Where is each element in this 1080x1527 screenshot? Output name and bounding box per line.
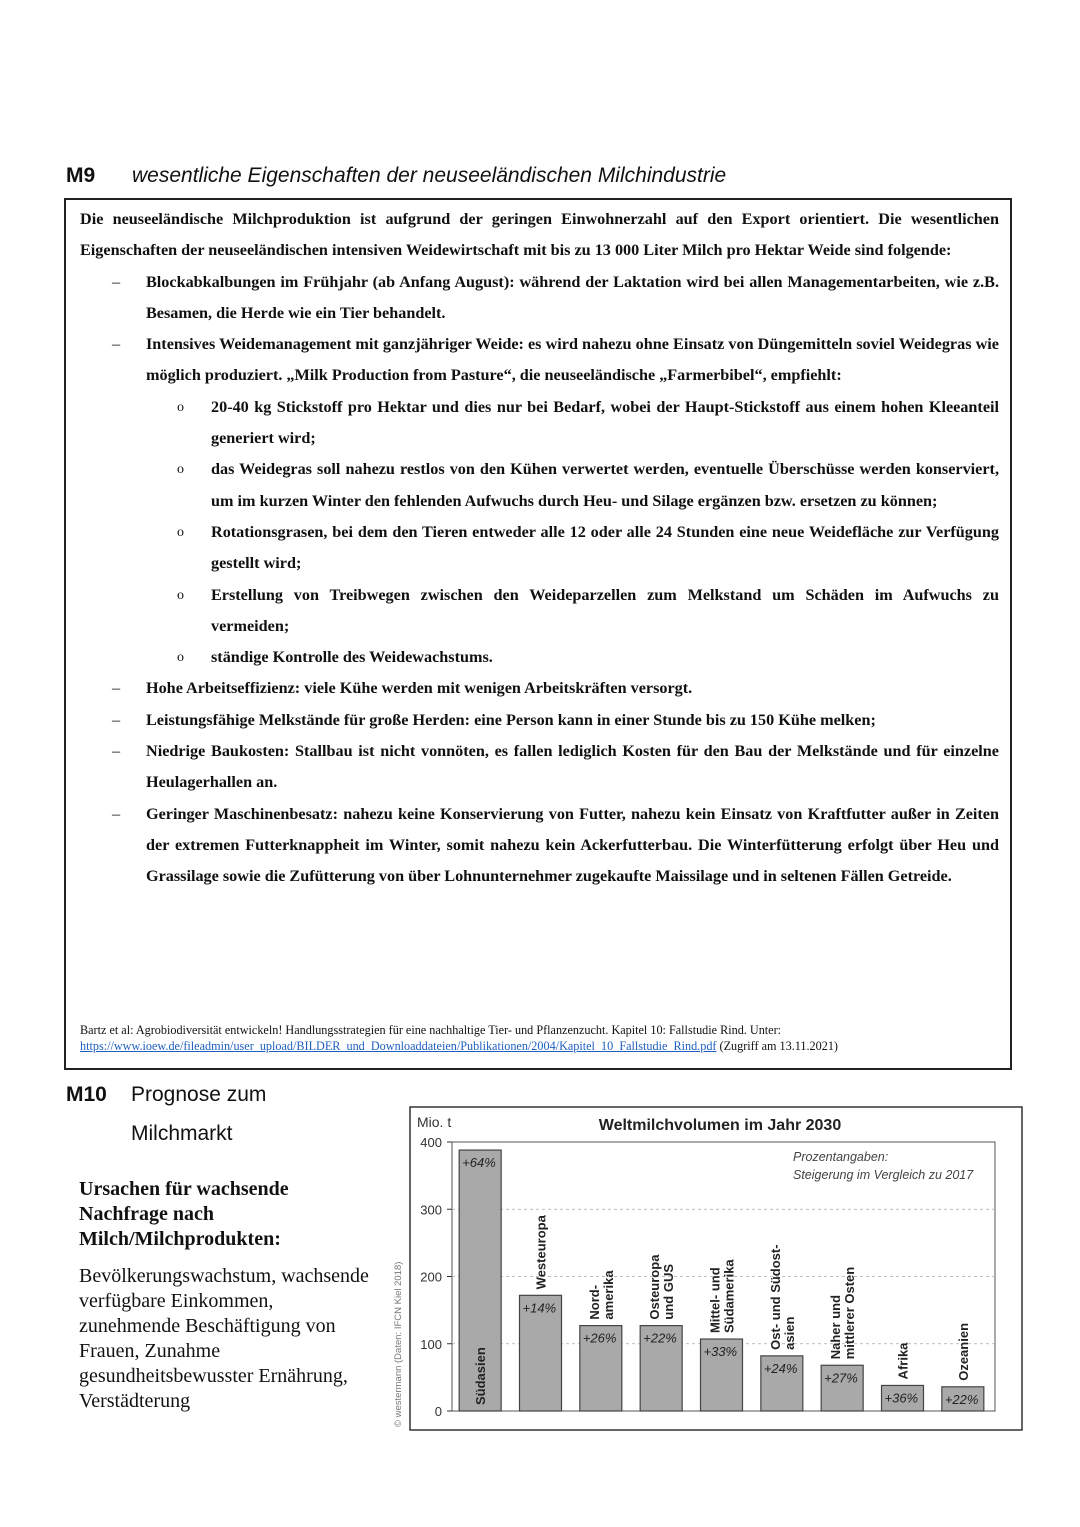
item-text: Geringer Maschinenbesatz: nahezu keine Konservierung von Futter, nahezu kein Einsatz von Kraftfutter außer in Zeiten der extremen Futterknappheit im Winter, somit nahezu kein Ackerfutterbau. Die Winterfütterung erfolgt über Heu und Grassilage sowie die Zufütterung von über Lohnunternehmer zugekaufte Maissilage und in seltenen Fällen Getreide.: [146, 804, 999, 886]
dash-marker: –: [112, 335, 121, 354]
chart-title: Weltmilchvolumen im Jahr 2030: [598, 1117, 842, 1134]
m9-intro: Die neuseeländische Milchproduktion ist aufgrund der geringen Einwohnerzahl auf den Export orientiert. Die wesentlichen Eigenschaften der neuseeländischen intensiven Weidewirtschaft mit bis zu 13 000 Liter Milch pro Hektar Weide sind folgende:: [80, 210, 999, 260]
category-label: Südasien: [473, 1347, 489, 1405]
category-label: Mittel- und: [707, 1267, 723, 1334]
bar-value-label: +27%: [824, 1370, 858, 1386]
cause-text: Bevölkerungswachstum, wachsende verfügbare Einkommen, zunehmende Beschäftigung von Frauen, Zunahme gesundheitsbewusster Ernährung, Verstädterung: [79, 1265, 369, 1412]
sub-item-text: Rotationsgrasen, bei dem den Tieren entweder alle 12 oder alle 24 Stunden eine neue Weidefläche zur Verfügung gestellt wird;: [211, 522, 999, 573]
category-label: Ost- und Südost-: [767, 1244, 783, 1350]
m9-textbox: [64, 198, 1012, 1070]
chart-credit: © westermann (Daten: IFCN Kiel 2018): [393, 1261, 404, 1427]
bar-value-label: +33%: [703, 1344, 738, 1360]
dash-marker: –: [112, 679, 121, 698]
bar-value-label: +24%: [763, 1360, 798, 1376]
list-item: [80, 673, 999, 704]
source-link[interactable]: https://www.ioew.de/fileadmin/user_upload/BILDER_und_Downloaddateien/Publikationen/2004/Kapitel_10_Fallstudie_Rind.pdf: [80, 1039, 717, 1053]
m9-body: [80, 204, 999, 893]
sub-item-text: das Weidegras soll nahezu restlos von den Kühen verwertet werden, eventuelle Überschüsse werden konserviert, um im kurzen Winter den fehlenden Aufwuchs durch Heu- und Silage ergänzen bzw. ersetzen zu können;: [211, 460, 999, 510]
cause-heading: Ursachen für wachsende Nachfrage nach Milch/Milchprodukten:: [79, 1178, 289, 1250]
item-text: Leistungsfähige Melkstände für große Herden: eine Person kann in einer Stunde bis zu 150 Kühe melken;: [146, 710, 876, 729]
category-label: Südamerika: [721, 1259, 737, 1334]
category-label: Ozeanien: [955, 1322, 971, 1381]
y-tick-label: 400: [420, 1135, 442, 1150]
category-label: Afrika: [895, 1342, 911, 1380]
item-text: Hohe Arbeitseffizienz: viele Kühe werden mit wenigen Arbeitskräften versorgt.: [146, 679, 693, 698]
list-item: [80, 267, 999, 330]
dash-marker: –: [112, 804, 121, 823]
y-unit-label: Mio. t: [417, 1114, 452, 1130]
y-tick-label: 0: [434, 1404, 442, 1419]
sub-list-item: [80, 517, 999, 580]
chart-note-line1: Prozentangaben:: [793, 1150, 889, 1164]
m9-title: wesentliche Eigenschaften der neuseeländischen Milchindustrie: [132, 164, 727, 187]
sub-item-text: 20-40 kg Stickstoff pro Hektar und dies nur bei Bedarf, wobei der Haupt-Stickstoff aus einem hohen Kleeanteil generiert wird;: [211, 397, 999, 448]
bar-value-label: +22%: [944, 1391, 979, 1407]
circle-marker: o: [177, 587, 184, 603]
sub-list-item: [80, 642, 999, 673]
source-access-date: (Zugriff am 13.11.2021): [719, 1039, 838, 1053]
category-label: Westeuropa: [533, 1215, 549, 1290]
list-item: [80, 705, 999, 736]
y-tick-label: 300: [420, 1202, 442, 1218]
category-label: und GUS: [661, 1263, 677, 1320]
category-label: mittlerer Osten: [842, 1266, 858, 1360]
list-item: [80, 736, 999, 799]
m10-label: M10: [66, 1083, 107, 1106]
circle-marker: o: [177, 524, 184, 540]
category-label: asien: [781, 1316, 797, 1350]
m9-label: M9: [66, 164, 96, 187]
list-item: [80, 329, 999, 392]
category-label: Naher und: [828, 1294, 844, 1360]
source-citation: [80, 1022, 1000, 1054]
circle-marker: o: [177, 462, 184, 478]
sub-list-item: [80, 454, 999, 517]
bar-value-label: +22%: [643, 1330, 677, 1346]
sub-item-text: ständige Kontrolle des Weidewachstums.: [211, 648, 493, 667]
dash-marker: –: [112, 710, 121, 729]
milk-volume-chart: [385, 1105, 1025, 1435]
bar-value-label: +26%: [582, 1330, 617, 1346]
category-label: amerika: [600, 1270, 616, 1320]
m10-title-line1: Prognose zum: [131, 1083, 267, 1106]
sub-list-item: [80, 580, 999, 643]
source-text: Bartz et al: Agrobiodiversität entwickeln! Handlungsstrategien für eine nachhaltige Tier- und Pflanzenzucht. Kapitel 10: Fallstudie Rind. Unter:: [80, 1023, 782, 1037]
chart-note-line2: Steigerung im Vergleich zu 2017: [793, 1168, 974, 1182]
circle-marker: o: [177, 650, 184, 666]
item-text: Blockabkalbungen im Frühjahr (ab Anfang August): während der Laktation wird bei allen Managementarbeiten, wie z.B. Besamen, die Herde wie ein Tier behandelt.: [146, 272, 999, 322]
circle-marker: o: [177, 399, 184, 415]
dash-marker: –: [112, 742, 121, 761]
bar-value-label: +36%: [884, 1390, 919, 1406]
m10-title-line2: Milchmarkt: [131, 1122, 233, 1145]
dash-marker: –: [112, 272, 121, 291]
y-tick-label: 200: [420, 1269, 442, 1285]
list-item: [80, 799, 999, 893]
sub-list-item: [80, 392, 999, 455]
category-label: Osteuropa: [647, 1254, 663, 1320]
category-label: Nord-: [586, 1284, 602, 1320]
item-text: Intensives Weidemanagement mit ganzjähriger Weide: es wird nahezu ohne Einsatz von Düngemitteln soviel Weidegras wie möglich produziert. „Milk Production from Pasture“, die neuseeländische „Farmerbibel“, empfiehlt:: [146, 335, 999, 385]
bar-value-label: +14%: [522, 1300, 557, 1316]
y-tick-label: 100: [420, 1336, 442, 1352]
bar-value-label: +64%: [462, 1155, 496, 1171]
item-text: Niedrige Baukosten: Stallbau ist nicht vonnöten, es fallen lediglich Kosten für den Bau der Melkstände und für einzelne Heulagerhallen an.: [146, 742, 999, 792]
sub-item-text: Erstellung von Treibwegen zwischen den Weideparzellen zum Melkstand um Schäden im Aufwuchs zu vermeiden;: [211, 585, 999, 635]
